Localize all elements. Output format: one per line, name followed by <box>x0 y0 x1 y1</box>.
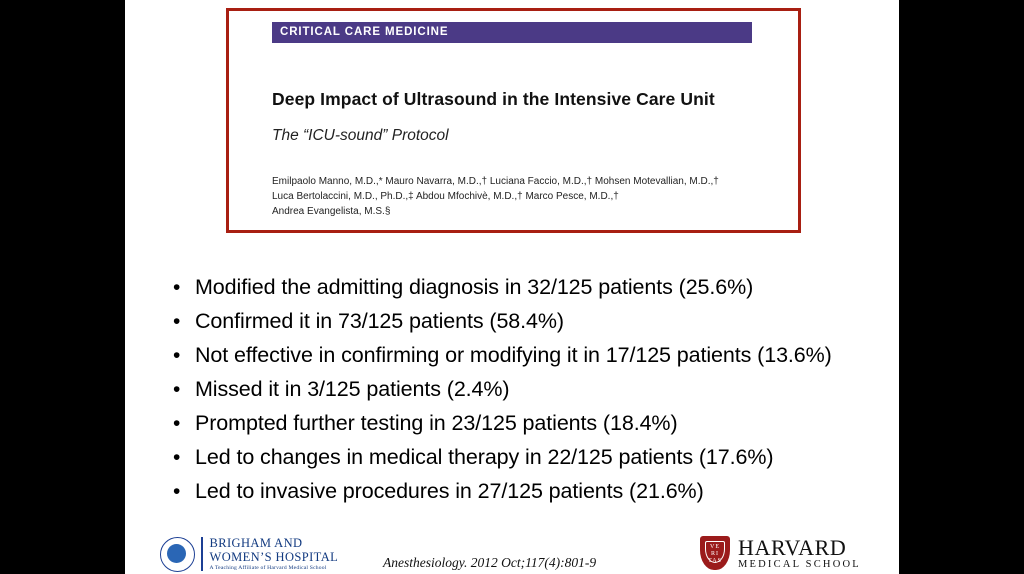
hospital-seal-icon <box>160 537 195 572</box>
harvard-subtitle: MEDICAL SCHOOL <box>738 559 861 571</box>
list-item-text: Prompted further testing in 23/125 patients (18.4%) <box>195 411 678 435</box>
findings-bullet-list <box>173 272 873 510</box>
hospital-logo-text <box>210 536 339 571</box>
harvard-logo-text <box>738 536 861 570</box>
article-title: Deep Impact of Ultrasound in the Intensive Care Unit <box>272 89 715 109</box>
list-item <box>173 340 873 371</box>
list-item-text: Led to changes in medical therapy in 22/125 patients (17.6%) <box>195 445 774 469</box>
list-item-text: Confirmed it in 73/125 patients (58.4%) <box>195 309 564 333</box>
hospital-name-line1: BRIGHAM AND <box>209 536 303 551</box>
hospital-tagline: A Teaching Affiliate of Harvard Medical School <box>209 565 327 572</box>
harvard-medical-school-logo <box>700 536 861 570</box>
list-item-text: Modified the admitting diagnosis in 32/125 patients (25.6%) <box>195 275 754 299</box>
slide-footer <box>125 528 899 574</box>
logo-divider <box>201 537 203 571</box>
list-item <box>173 306 873 337</box>
article-authors <box>272 174 772 219</box>
harvard-name: HARVARD <box>738 535 847 560</box>
journal-section-label: CRITICAL CARE MEDICINE <box>280 26 449 38</box>
author-line: Emilpaolo Manno, M.D.,* Mauro Navarra, M.D.,† Luciana Faccio, M.D.,† Mohsen Motevallian, M.D.,† <box>272 176 719 187</box>
bullet-marker-icon: • <box>173 412 181 435</box>
list-item-text: Not effective in confirming or modifying it in 17/125 patients (13.6%) <box>195 343 832 367</box>
harvard-shield-motto: VE RI TAS <box>705 541 725 563</box>
harvard-shield-icon <box>700 536 730 570</box>
bullet-marker-icon: • <box>173 480 181 503</box>
list-item <box>173 442 873 473</box>
list-item-text: Led to invasive procedures in 27/125 patients (21.6%) <box>195 479 704 503</box>
bullet-marker-icon: • <box>173 378 181 401</box>
bullet-marker-icon: • <box>173 310 181 333</box>
brigham-womens-hospital-logo <box>160 534 350 574</box>
bullet-marker-icon: • <box>173 344 181 367</box>
author-line: Luca Bertolaccini, M.D., Ph.D.,‡ Abdou Mfochivè, M.D.,† Marco Pesce, M.D.,† <box>272 191 619 202</box>
journal-citation: Anesthesiology. 2012 Oct;117(4):801-9 <box>383 555 597 570</box>
list-item <box>173 272 873 303</box>
list-item-text: Missed it in 3/125 patients (2.4%) <box>195 377 510 401</box>
bullet-marker-icon: • <box>173 446 181 469</box>
hospital-name-line2: WOMEN’S HOSPITAL <box>209 550 339 565</box>
presentation-slide <box>125 0 899 574</box>
author-line: Andrea Evangelista, M.S.§ <box>272 206 391 217</box>
bullet-marker-icon: • <box>173 276 181 299</box>
list-item <box>173 408 873 439</box>
list-item <box>173 476 873 507</box>
article-subtitle: The “ICU-sound” Protocol <box>272 127 449 144</box>
list-item <box>173 374 873 405</box>
journal-section-band <box>272 22 752 43</box>
article-card <box>226 8 801 233</box>
